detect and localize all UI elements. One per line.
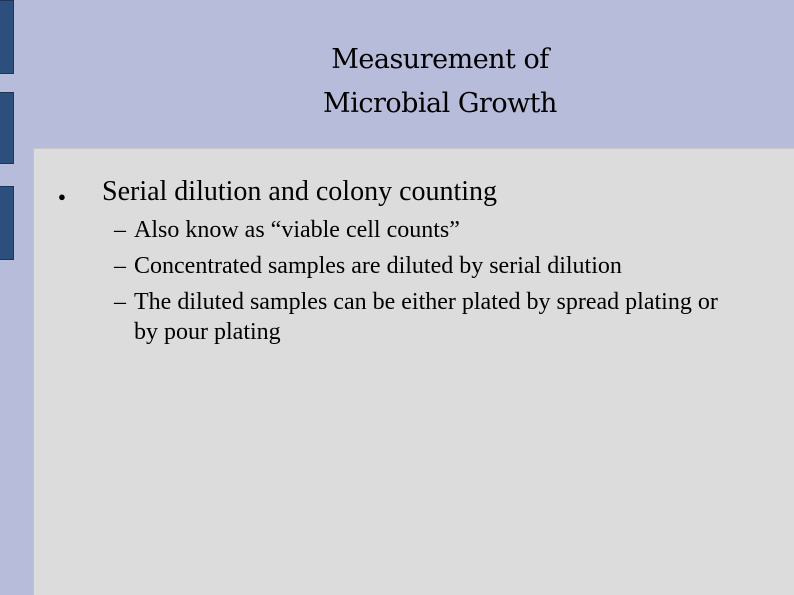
bullet-icon: ●: [58, 189, 66, 204]
side-decoration-bar: [0, 92, 14, 164]
side-decoration-bar: [0, 0, 14, 74]
main-bullet-text: Serial dilution and colony counting: [102, 176, 498, 207]
sub-bullet-text: The diluted samples can be either plated by spread plating or by pour plating: [134, 289, 718, 345]
side-decoration-bar: [0, 186, 14, 260]
dash-icon: –: [114, 289, 126, 315]
sub-bullet-text: Concentrated samples are diluted by serial dilution: [134, 253, 622, 279]
title-line-2: Microbial Growth: [323, 88, 557, 119]
title-line-1: Measurement of: [331, 44, 549, 75]
sub-bullet-text: Also know as “viable cell counts”: [134, 217, 460, 243]
dash-icon: –: [114, 217, 126, 243]
slide-title: [300, 38, 580, 126]
dash-icon: –: [114, 253, 126, 279]
